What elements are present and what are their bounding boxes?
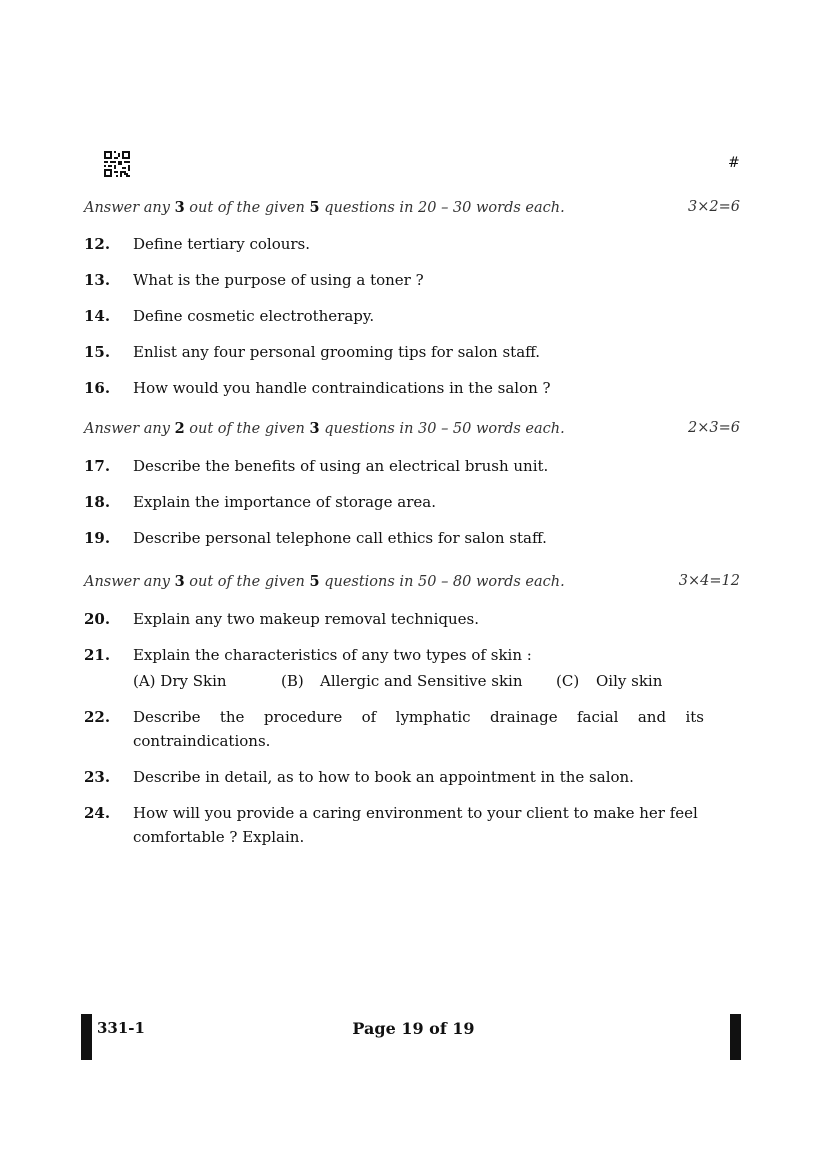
question-number: 16.	[84, 379, 111, 397]
qr-code-icon	[104, 151, 130, 177]
question-text: Describe in detail, as to how to book an appointment in the salon.	[133, 768, 634, 786]
question-text: Explain any two makeup removal techniques.	[133, 610, 479, 628]
section-instruction: Answer any 2 out of the given 3 questions in 30 – 50 words each. 2×3=6	[84, 420, 740, 437]
question-item	[84, 232, 704, 256]
question-number: 20.	[84, 610, 111, 628]
question-text: Describe the procedure of lymphatic drainage facial and its contraindications.	[133, 708, 704, 750]
header-hash: #	[728, 155, 740, 171]
question-text: What is the purpose of using a toner ?	[133, 271, 424, 289]
page-number: Page 19 of 19	[352, 1019, 475, 1038]
question-number: 19.	[84, 529, 111, 547]
question-text: Describe the benefits of using an electrical brush unit.	[133, 457, 549, 475]
options-row	[133, 669, 704, 693]
question-number: 14.	[84, 307, 111, 325]
question-number: 15.	[84, 343, 111, 361]
question-number: 21.	[84, 646, 111, 664]
section-marks: 3×4=12	[678, 573, 740, 589]
question-text: Describe personal telephone call ethics for salon staff.	[133, 529, 547, 547]
option-c-label: (C)	[556, 672, 580, 690]
question-number: 12.	[84, 235, 111, 253]
question-text: How will you provide a caring environment to your client to make her feel comfortable ? Explain.	[133, 804, 698, 846]
question-item	[84, 801, 704, 849]
question-item	[84, 454, 704, 478]
question-number: 18.	[84, 493, 111, 511]
question-item	[84, 490, 704, 514]
question-number: 22.	[84, 708, 111, 726]
question-item	[84, 340, 704, 364]
question-item	[84, 376, 704, 400]
question-item	[84, 304, 704, 328]
question-text: Define tertiary colours.	[133, 235, 311, 253]
question-number: 13.	[84, 271, 111, 289]
question-item	[84, 705, 704, 753]
question-text: Define cosmetic electrotherapy.	[133, 307, 375, 325]
question-text: How would you handle contraindications in the salon ?	[133, 379, 551, 397]
question-item	[84, 607, 704, 631]
question-number: 17.	[84, 457, 111, 475]
section-instruction: Answer any 3 out of the given 5 questions in 50 – 80 words each. 3×4=12	[84, 573, 740, 590]
paper-code: 331-1	[97, 1019, 145, 1037]
question-item	[84, 765, 704, 789]
question-text: Explain the importance of storage area.	[133, 493, 436, 511]
option-c-text: Oily skin	[596, 672, 663, 690]
question-number: 24.	[84, 804, 111, 822]
option-b-text: Allergic and Sensitive skin	[320, 672, 523, 690]
section-instruction: Answer any 3 out of the given 5 questions in 20 – 30 words each. 3×2=6	[84, 199, 740, 216]
question-item	[84, 526, 704, 550]
question-number: 23.	[84, 768, 111, 786]
section-marks: 3×2=6	[688, 199, 740, 215]
question-item	[84, 643, 704, 693]
question-text: Explain the characteristics of any two types of skin :	[133, 646, 532, 664]
option-b-label: (B)	[281, 672, 304, 690]
section-marks: 2×3=6	[688, 420, 740, 436]
option-a: (A) Dry Skin	[133, 672, 227, 690]
question-text: Enlist any four personal grooming tips for salon staff.	[133, 343, 541, 361]
question-item	[84, 268, 704, 292]
